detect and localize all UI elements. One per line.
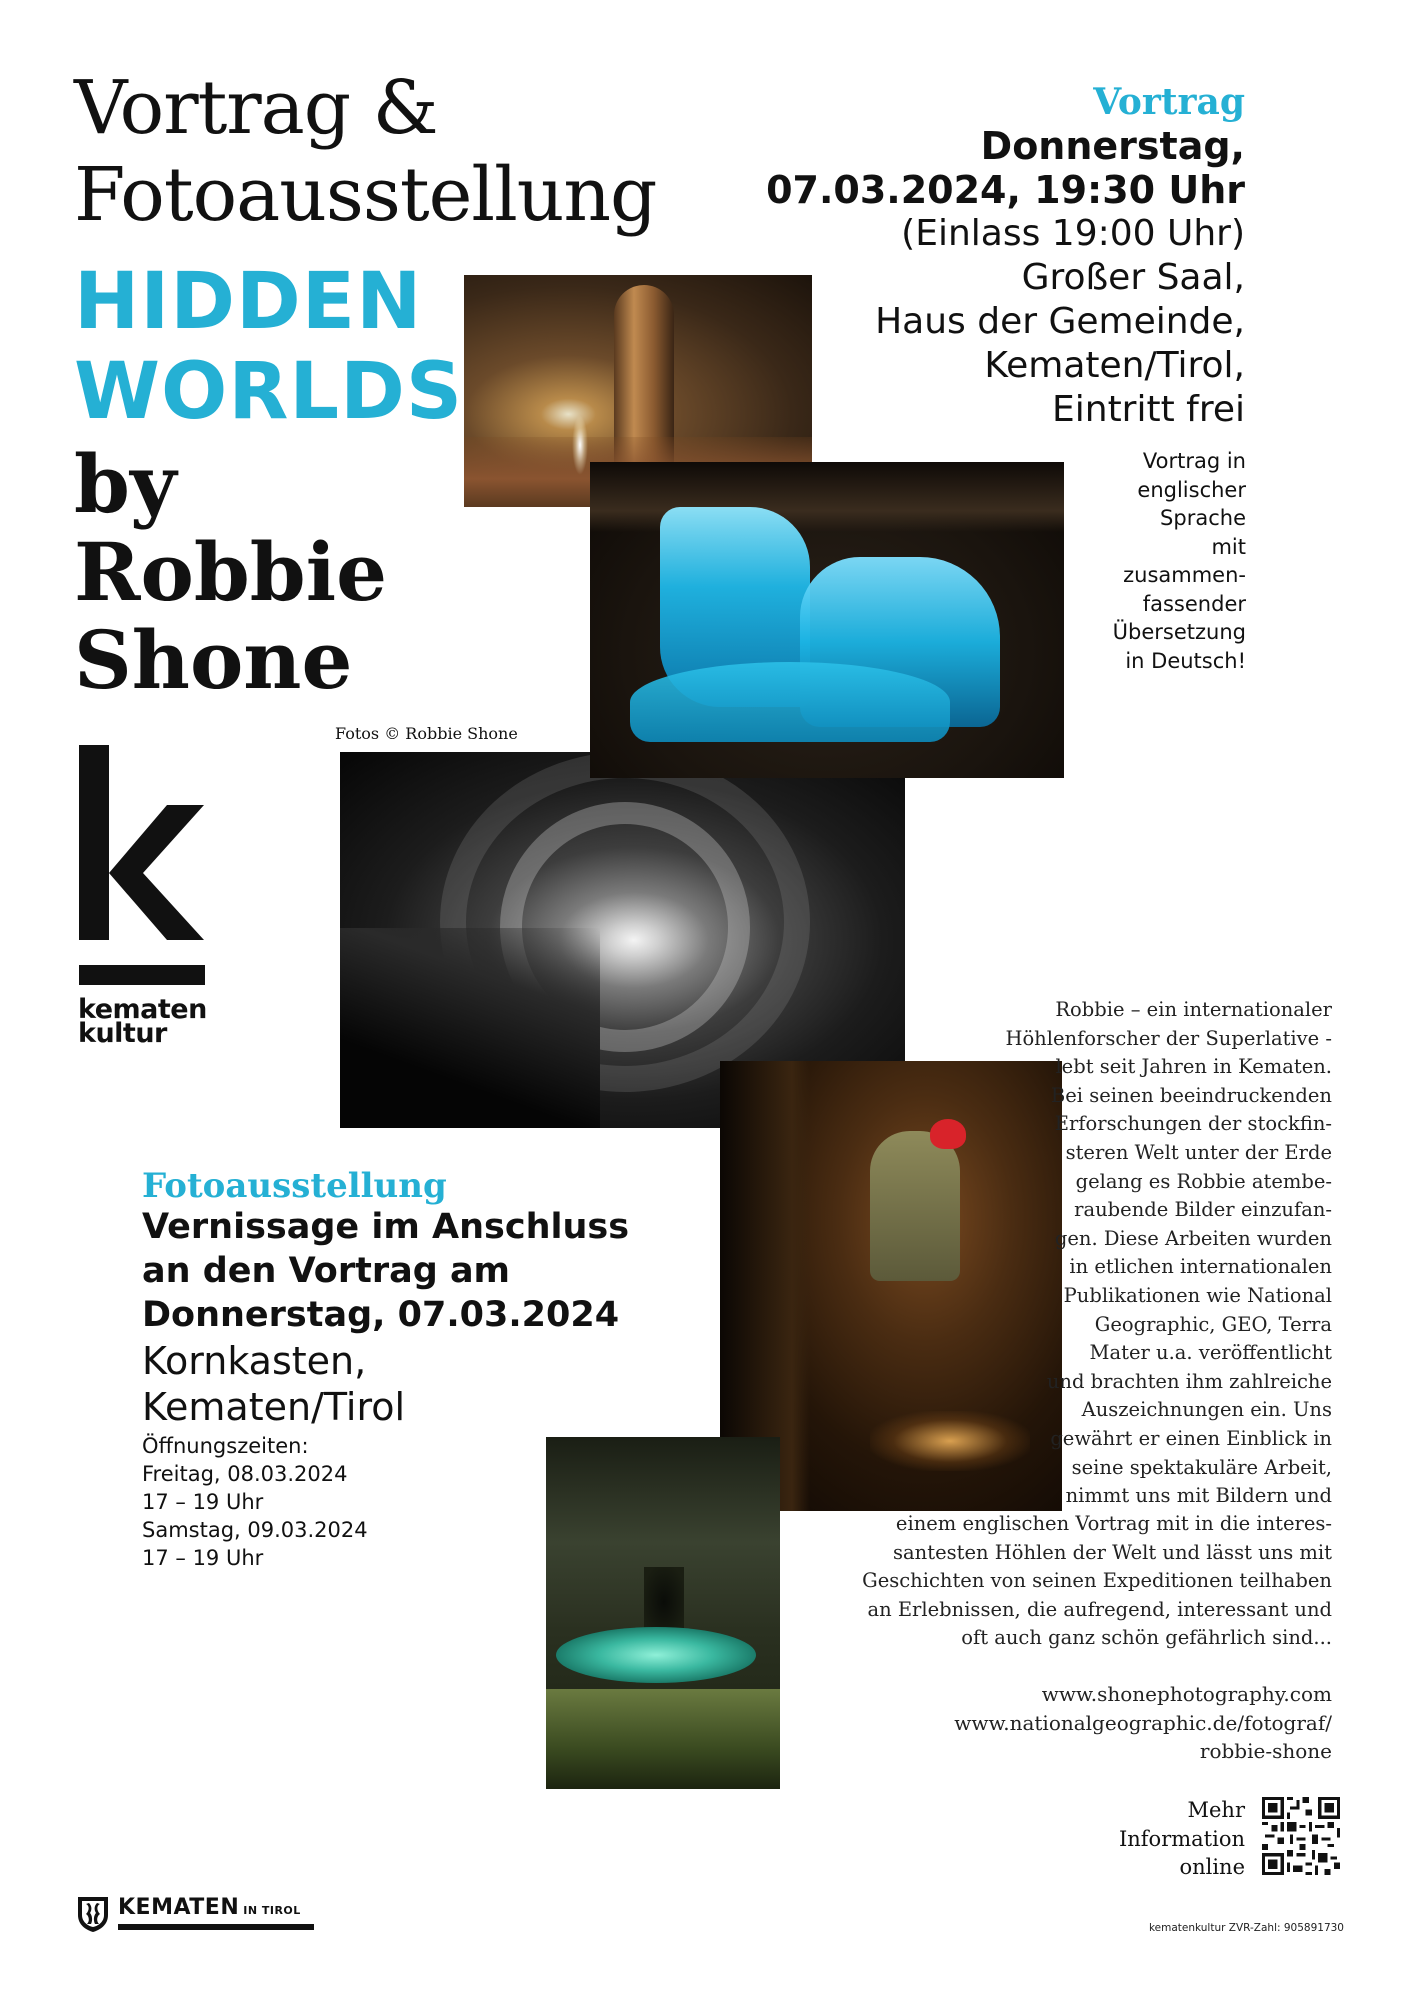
language-note-line: fassender — [1142, 591, 1246, 616]
title-hidden: HIDDEN — [74, 257, 423, 347]
vernissage-line-1: Vernissage im Anschluss — [142, 1207, 630, 1247]
link-natgeo-cont[interactable]: robbie-shone — [1199, 1739, 1332, 1764]
description-narrow — [1005, 996, 1332, 1511]
link-natgeo[interactable]: www.nationalgeographic.de/fotograf/ — [954, 1710, 1332, 1735]
opening-hours-line: Samstag, 09.03.2024 — [142, 1518, 368, 1542]
kultur-logo-word-2: kultur — [78, 1018, 167, 1049]
more-info-label — [1119, 1796, 1245, 1882]
municipality-name — [118, 1895, 301, 1920]
title-first-name: Robbie — [74, 525, 388, 619]
title-line-1: Vortrag & — [74, 65, 438, 151]
exhibition-town: Kematen/Tirol — [142, 1385, 406, 1429]
more-info-line: Mehr — [1187, 1798, 1245, 1822]
description-line: santesten Höhlen der Welt und lässt uns mit — [893, 1540, 1332, 1564]
link-shonephotography[interactable]: www.shonephotography.com — [1041, 1682, 1332, 1706]
language-note-line: zusammen- — [1123, 563, 1246, 587]
opening-hours-line: 17 – 19 Uhr — [142, 1490, 264, 1514]
description-line: lebt seit Jahren in Kematen. — [1055, 1055, 1332, 1079]
kultur-logo-word-1: kematen — [78, 994, 207, 1025]
website-links — [954, 1680, 1332, 1766]
description-line: Publikationen wie National — [1063, 1283, 1332, 1307]
description-wide — [862, 1510, 1332, 1653]
description-line: Höhlenforscher der Superlative - — [1005, 1026, 1332, 1050]
municipality-name-suffix: IN TIROL — [243, 1904, 301, 1917]
vernissage-line-2: an den Vortrag am — [142, 1251, 511, 1291]
language-note-line: in Deutsch! — [1125, 648, 1246, 673]
fotoausstellung-heading: Fotoausstellung — [142, 1166, 447, 1206]
more-info-line: Information — [1118, 1826, 1245, 1851]
title-worlds: WORLDS — [74, 347, 464, 437]
opening-hours-line: 17 – 19 Uhr — [142, 1546, 264, 1570]
municipality-logo-bar — [118, 1924, 314, 1930]
description-line: steren Welt unter der Erde — [1065, 1140, 1332, 1164]
more-info-line: online — [1179, 1855, 1245, 1880]
title-by: by — [74, 437, 177, 531]
municipality-name-main: KEMATEN — [118, 1895, 240, 1920]
language-note-line: Sprache — [1160, 506, 1246, 530]
description-line: einem englischen Vortrag mit in die interes- — [895, 1512, 1332, 1535]
opening-hours-line: Freitag, 08.03.2024 — [142, 1462, 348, 1486]
language-note — [1076, 447, 1246, 675]
vortrag-datetime: 07.03.2024, 19:30 Uhr — [766, 168, 1245, 212]
description-line: und brachten ihm zahlreiche — [1046, 1369, 1332, 1393]
cave-photo-ice — [590, 462, 1064, 778]
description-line: gen. Diese Arbeiten wurden — [1054, 1226, 1332, 1250]
vortrag-venue-town: Kematen/Tirol, — [984, 345, 1245, 386]
description-line: nimmt uns mit Bildern und — [1065, 1484, 1332, 1508]
description-line: Bei seinen beeindruckenden — [1050, 1083, 1332, 1107]
description-line: seine spektakuläre Arbeit, — [1071, 1455, 1332, 1479]
description-line: oft auch ganz schön gefährlich sind... — [961, 1626, 1332, 1650]
language-note-line: mit — [1211, 534, 1246, 559]
kematen-municipality-logo — [76, 1893, 316, 1937]
vortrag-heading: Vortrag — [1093, 81, 1245, 123]
vortrag-price: Eintritt frei — [1052, 389, 1245, 430]
description-line: raubende Bilder einzufan- — [1074, 1198, 1332, 1222]
description-line: Mater u.a. veröffentlicht — [1089, 1341, 1332, 1365]
qr-code-icon[interactable] — [1262, 1797, 1340, 1875]
language-note-line: Übersetzung — [1112, 620, 1246, 644]
vortrag-info — [765, 80, 1245, 432]
description-line: Auszeichnungen ein. Uns — [1081, 1398, 1332, 1422]
description-line: in etlichen internationalen — [1069, 1255, 1332, 1279]
photo-credit: Fotos © Robbie Shone — [335, 724, 518, 743]
description-line: an Erlebnissen, die aufregend, interessant und — [867, 1597, 1332, 1621]
kematen-kultur-logo-icon — [79, 745, 209, 985]
language-note-line: Vortrag in — [1142, 449, 1246, 473]
vortrag-venue-hall: Großer Saal, — [1021, 257, 1245, 298]
opening-hours-label: Öffnungszeiten: — [142, 1434, 309, 1458]
description-line: Robbie – ein internationaler — [1055, 998, 1332, 1021]
vortrag-entry-time: (Einlass 19:00 Uhr) — [901, 213, 1245, 254]
title-line-2: Fotoausstellung — [74, 152, 657, 238]
vortrag-day: Donnerstag, — [980, 124, 1245, 168]
vernissage-line-3: Donnerstag, 07.03.2024 — [142, 1295, 620, 1335]
title-last-name: Shone — [74, 613, 353, 707]
description-line: Erforschungen der stockfin- — [1054, 1112, 1332, 1136]
coat-of-arms-icon — [76, 1895, 110, 1933]
zvr-number: kematenkultur ZVR-Zahl: 905891730 — [1148, 1922, 1344, 1934]
exhibition-venue: Kornkasten, — [142, 1339, 367, 1383]
description-line: gewährt er einen Einblick in — [1050, 1426, 1332, 1450]
language-note-line: englischer — [1137, 477, 1246, 502]
description-line: Geschichten von seinen Expeditionen teilhaben — [862, 1569, 1332, 1593]
cave-photo-lake — [546, 1437, 780, 1789]
description-line: gelang es Robbie atembe- — [1075, 1169, 1332, 1193]
vortrag-venue-building: Haus der Gemeinde, — [875, 301, 1245, 342]
description-line: Geographic, GEO, Terra — [1094, 1312, 1332, 1336]
